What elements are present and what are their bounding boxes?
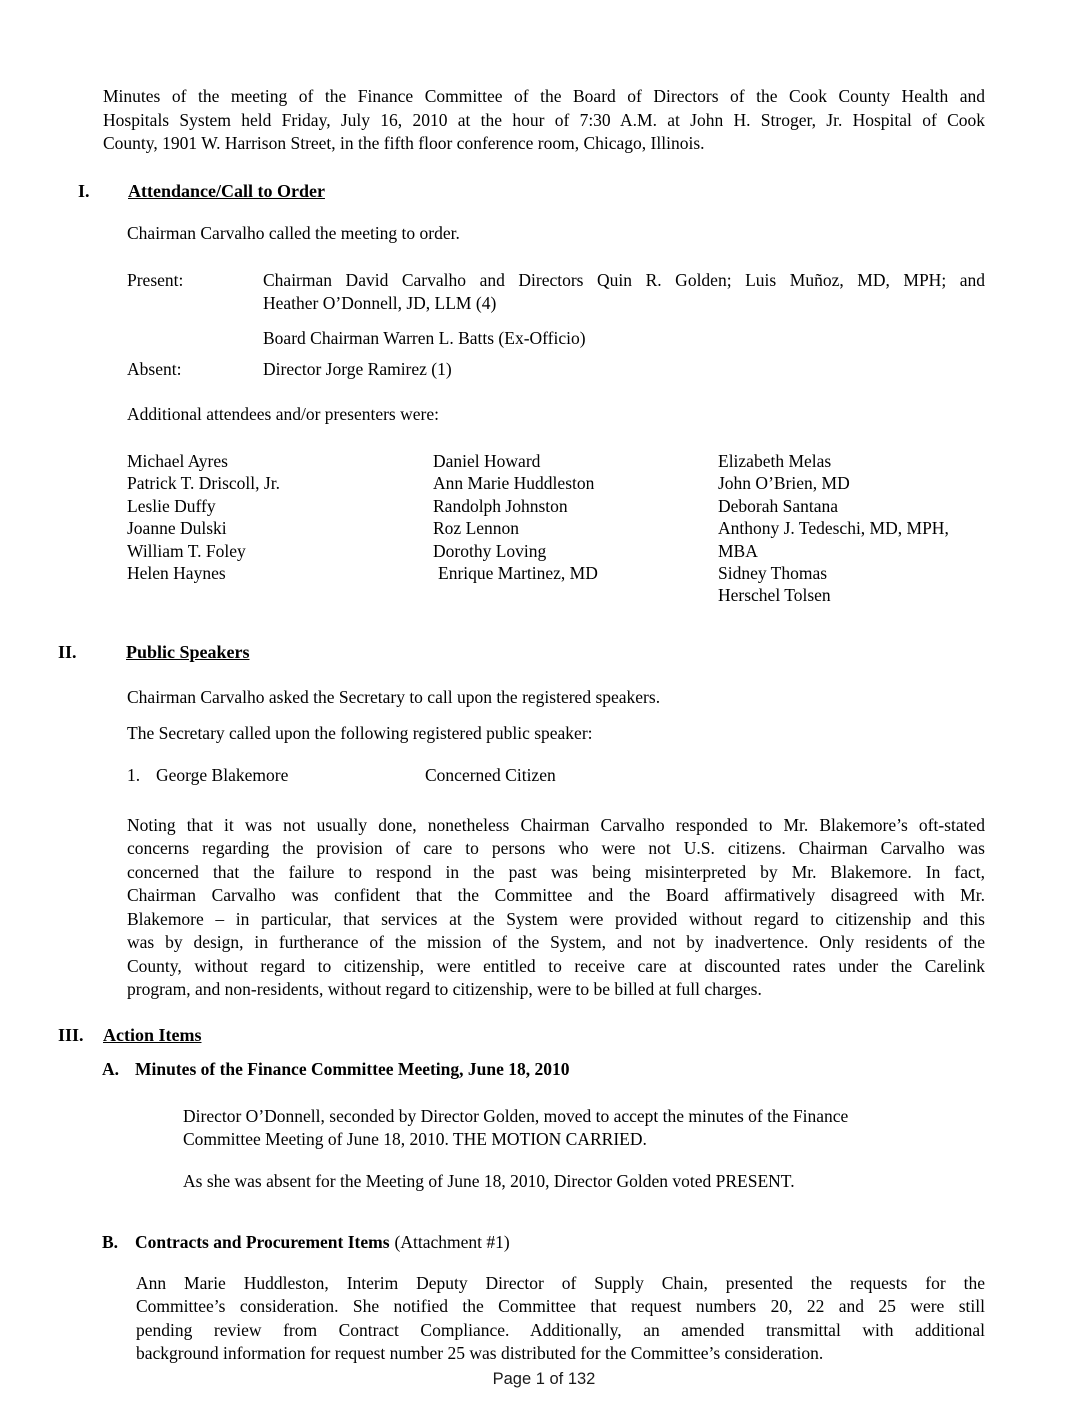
attendees-column-3 xyxy=(718,450,985,607)
present-label: Present: xyxy=(127,269,184,290)
text-line: County, without regard to citizenship, were entitled to receive care at discounted rates under the Carelink xyxy=(127,955,985,976)
text-line: Minutes of the meeting of the Finance Committee of the Board of Directors of the Cook County Health and xyxy=(103,86,985,106)
attendee-name: Randolph Johnston xyxy=(433,495,568,516)
section-title: Public Speakers xyxy=(126,641,250,662)
attendee-name: Elizabeth Melas xyxy=(718,451,832,471)
attendee-name: Deborah Santana xyxy=(718,495,839,516)
attendee-name: Dorothy Loving xyxy=(433,540,547,561)
present-value xyxy=(263,269,985,316)
motion-paragraph xyxy=(183,1105,985,1152)
text-line: background information for request number 25 was distributed for the Committee’s consideration. xyxy=(136,1343,824,1364)
contracts-paragraph xyxy=(136,1272,985,1366)
attendee-name: Roz Lennon xyxy=(433,518,520,539)
text-line: concerns regarding the provision of care to persons who were not U.S. citizens. Chairman Carvalho was xyxy=(127,838,985,859)
item-title: Minutes of the Finance Committee Meeting, June 18, 2010 xyxy=(135,1059,570,1080)
present-row xyxy=(127,269,985,316)
attendee-name: Helen Haynes xyxy=(127,563,226,584)
text-line: concerned that the failure to respond in the past was being misinterpreted by Mr. Blakemore. In fact, xyxy=(127,861,985,882)
section-numeral: II. xyxy=(58,641,77,662)
attendee-name: Herschel Tolsen xyxy=(718,585,831,606)
absent-value: Director Jorge Ramirez (1) xyxy=(263,359,452,379)
section-title: Attendance/Call to Order xyxy=(128,180,325,201)
text-line: Blakemore – in particular, that services at the System were provided without regard to citizenship and this xyxy=(127,908,985,929)
speaker-number: 1. xyxy=(127,765,141,786)
item-b-heading xyxy=(102,1231,985,1255)
speaker-role: Concerned Citizen xyxy=(425,765,556,786)
attendee-name: Ann Marie Huddleston xyxy=(433,473,595,494)
section-heading-public-speakers xyxy=(58,641,985,665)
intro-paragraph xyxy=(103,85,985,156)
speaker-name: George Blakemore xyxy=(156,765,289,786)
attendee-name: Leslie Duffy xyxy=(127,495,216,516)
text-line: Committee Meeting of June 18, 2010. THE MOTION CARRIED. xyxy=(183,1129,647,1150)
absent-row xyxy=(127,358,985,382)
text-line: Ann Marie Huddleston, Interim Deputy Director of Supply Chain, presented the requests for the xyxy=(136,1272,985,1293)
section-title: Action Items xyxy=(103,1024,202,1045)
text-line: Chairman Carvalho was confident that the Committee and the Board affirmatively disagreed with Mr. xyxy=(127,885,985,906)
section-numeral: I. xyxy=(78,180,90,201)
text-line: Noting that it was not usually done, nonetheless Chairman Carvalho responded to Mr. Blakemore’s oft-stated xyxy=(127,814,985,835)
item-a-heading xyxy=(102,1058,985,1082)
board-chairman-text: Board Chairman Warren L. Batts (Ex-Officio) xyxy=(263,327,586,348)
attendee-name: Daniel Howard xyxy=(433,451,541,471)
attendee-name: Michael Ayres xyxy=(127,451,228,471)
text-line: Hospitals System held Friday, July 16, 2010 at the hour of 7:30 A.M. at John H. Stroger, Jr. Hospital of Cook xyxy=(103,109,985,130)
noting-paragraph xyxy=(127,814,985,1002)
attendee-name: Patrick T. Driscoll, Jr. xyxy=(127,473,280,494)
speaker-row xyxy=(127,764,985,788)
item-label: A. xyxy=(102,1059,120,1080)
item-label: B. xyxy=(102,1232,119,1253)
attendees-column-2 xyxy=(433,450,718,607)
text-line: was by design, in furtherance of the mission of the System, and not by inadvertence. Only residents of the xyxy=(127,932,985,953)
attendees-intro-text: Additional attendees and/or presenters were: xyxy=(127,403,439,424)
item-title-bold: Contracts and Procurement Items xyxy=(135,1232,390,1253)
attendee-name: Enrique Martinez, MD xyxy=(438,563,598,584)
text-line: Committee’s consideration. She notified the Committee that request numbers 20, 22 and 25 were still xyxy=(136,1296,985,1317)
attendees-column-1 xyxy=(127,450,433,607)
text-line: program, and non-residents, without regard to citizenship, were to be billed at full charges. xyxy=(127,979,762,1000)
attendee-name: Sidney Thomas xyxy=(718,563,828,584)
text-line: pending review from Contract Compliance. Additionally, an amended transmittal with additional xyxy=(136,1319,985,1340)
attendee-name: William T. Foley xyxy=(127,540,246,561)
section-heading-action-items xyxy=(58,1024,985,1048)
attendee-name: John O’Brien, MD xyxy=(718,473,850,494)
attendees-list xyxy=(127,450,985,607)
call-to-order-text: Chairman Carvalho called the meeting to order. xyxy=(127,223,460,243)
public-speakers-paragraph-1: Chairman Carvalho asked the Secretary to call upon the registered speakers. xyxy=(127,687,661,708)
public-speakers-paragraph-2: The Secretary called upon the following registered public speaker: xyxy=(127,722,593,743)
attendee-name: Joanne Dulski xyxy=(127,518,227,539)
text-line: Director O’Donnell, seconded by Director Golden, moved to accept the minutes of the Finance xyxy=(183,1105,849,1126)
absent-vote-note: As she was absent for the Meeting of June 18, 2010, Director Golden voted PRESENT. xyxy=(183,1170,795,1191)
section-numeral: III. xyxy=(58,1024,84,1045)
absent-label: Absent: xyxy=(127,359,182,379)
text-line: County, 1901 W. Harrison Street, in the fifth floor conference room, Chicago, Illinois. xyxy=(103,133,705,153)
item-title xyxy=(135,1231,510,1255)
item-title-attachment: (Attachment #1) xyxy=(394,1232,510,1253)
page-number-footer: Page 1 of 132 xyxy=(492,1370,596,1388)
attendee-name: Anthony J. Tedeschi, MD, MPH, MBA xyxy=(718,518,949,561)
text-line: Chairman David Carvalho and Directors Quin R. Golden; Luis Muñoz, MD, MPH; and xyxy=(263,269,985,290)
section-heading-attendance xyxy=(78,180,985,204)
text-line: Heather O’Donnell, JD, LLM (4) xyxy=(263,293,497,313)
